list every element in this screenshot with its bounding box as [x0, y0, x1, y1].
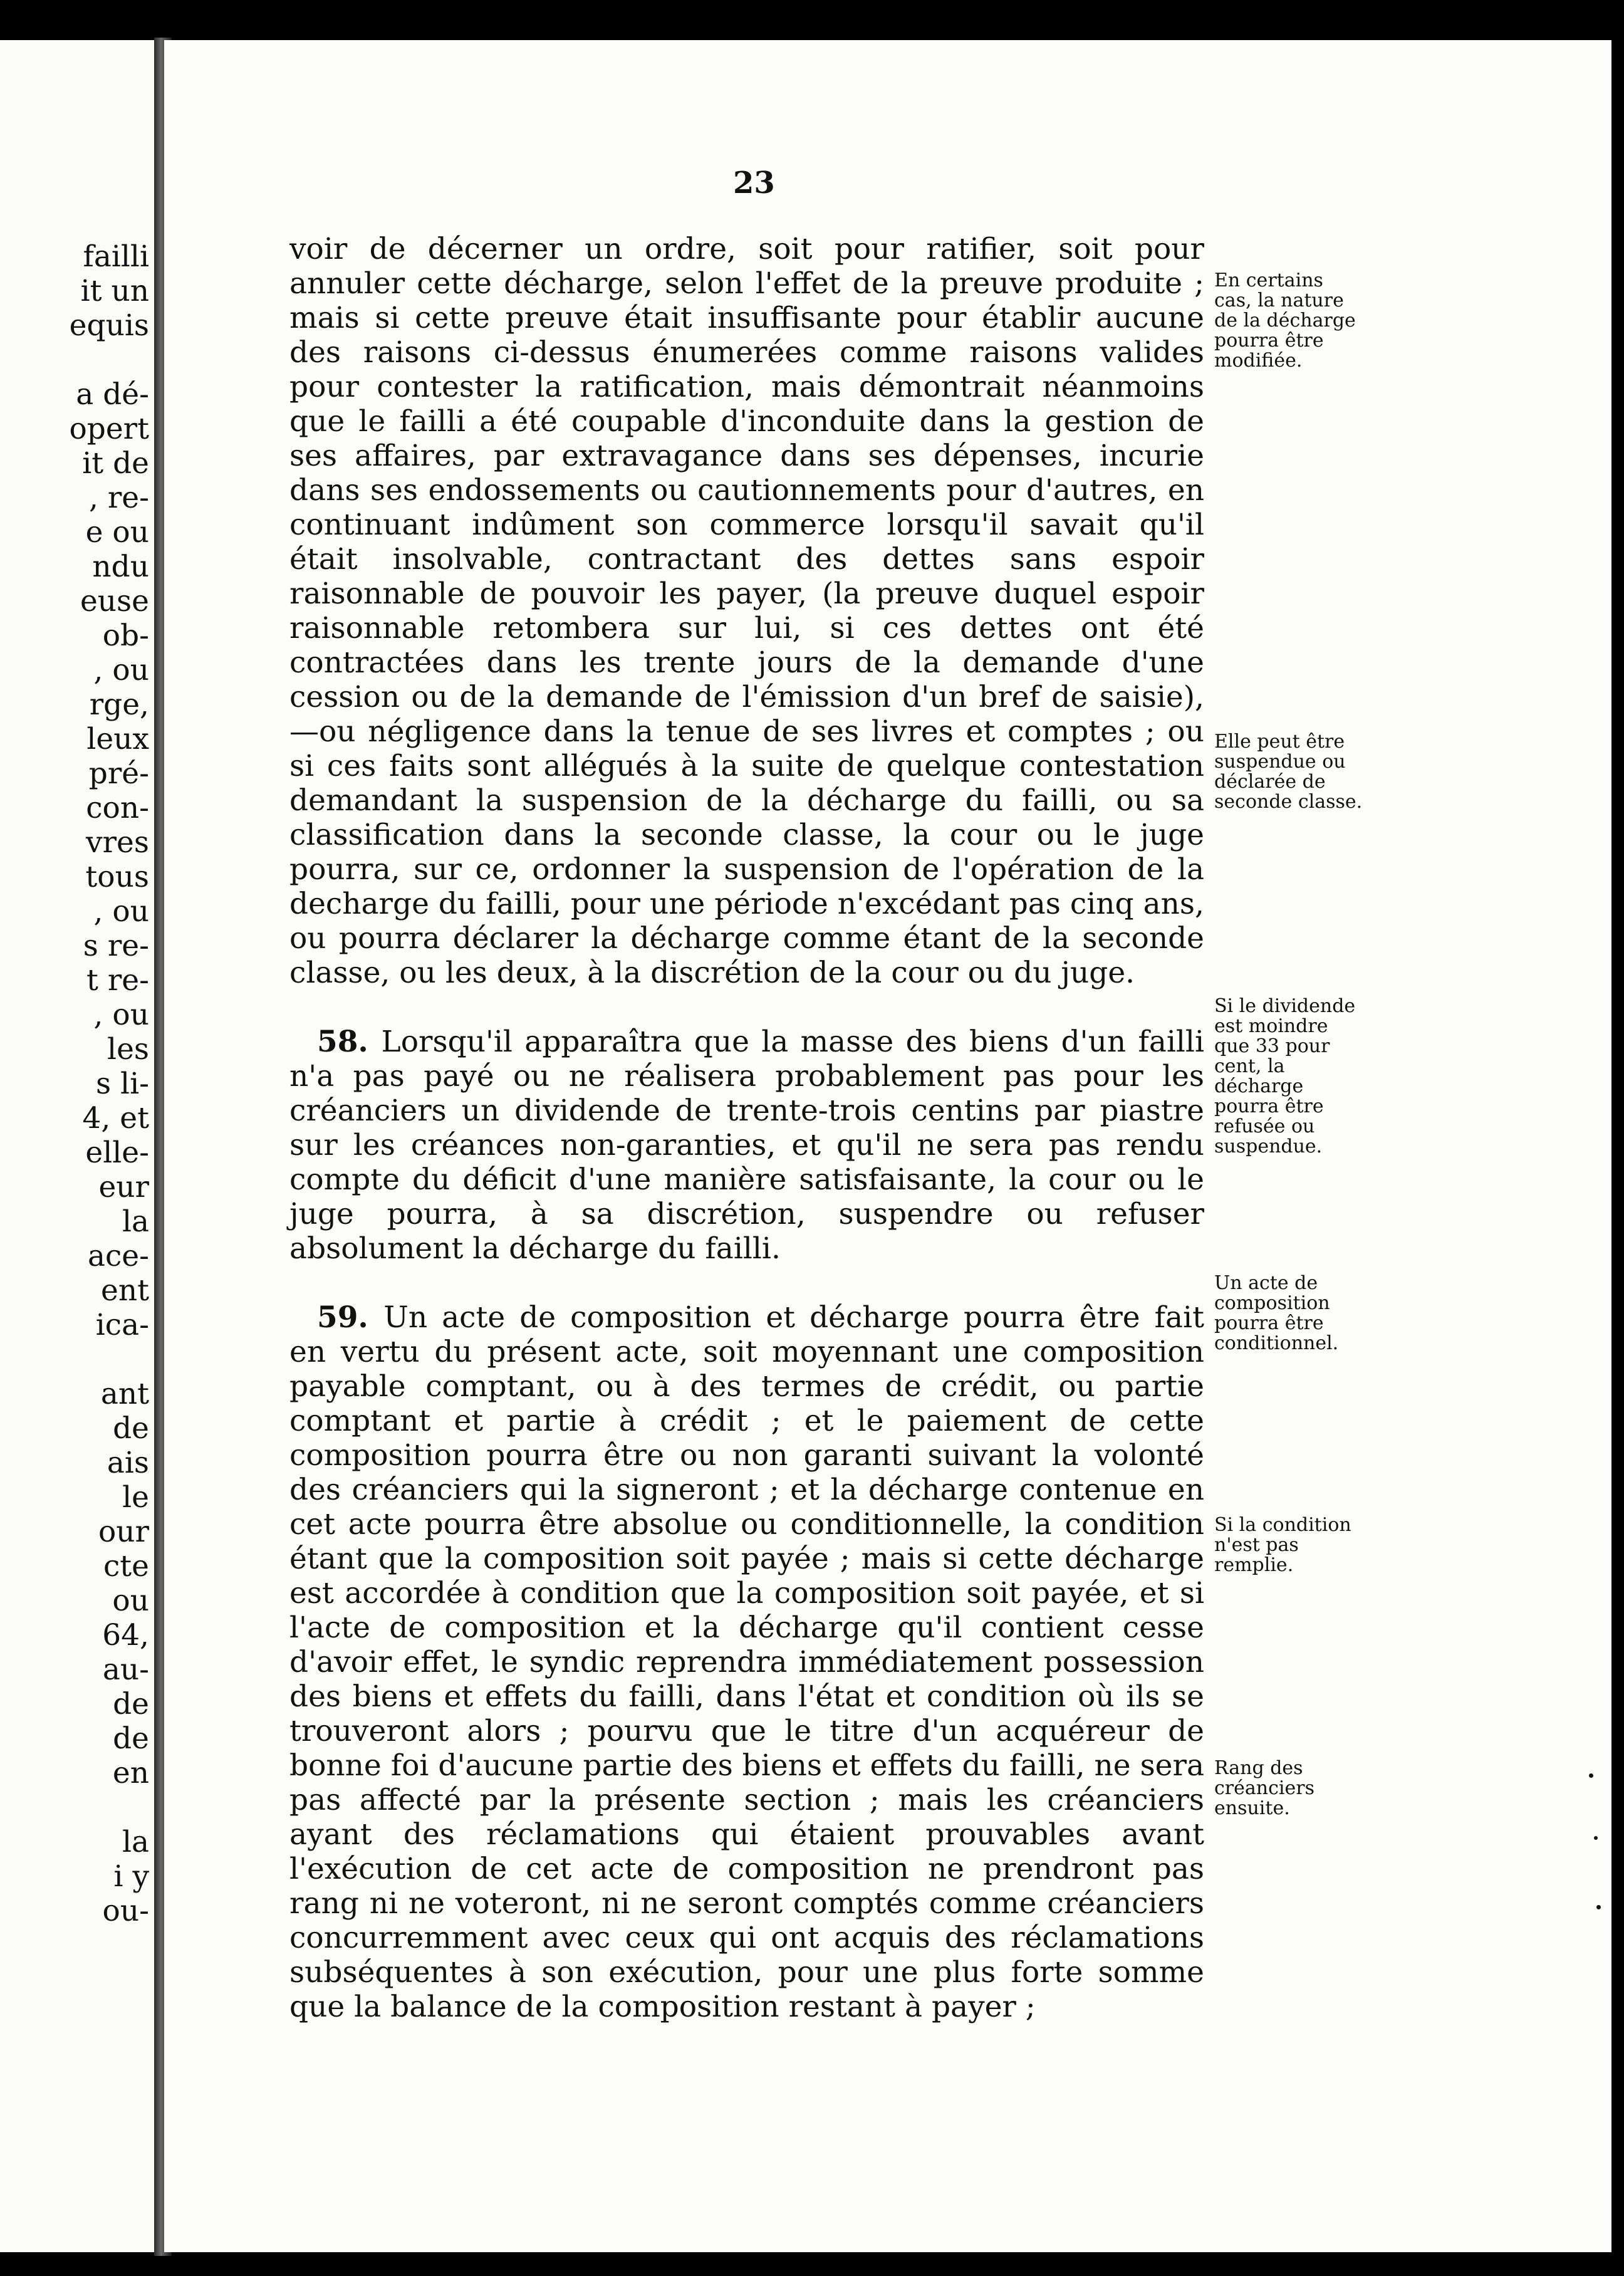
section-number: 58 — [317, 1025, 358, 1059]
marginal-note: Rang des créanciers ensuite. — [1214, 1757, 1314, 1819]
marginal-note: Elle peut être suspendue ou déclarée de seconde classe. — [1214, 731, 1363, 813]
scan-speck — [1589, 1773, 1593, 1778]
marginal-note: Si le dividende est moindre que 33 pour cent, la décharge pourra être refusée ou suspendue. — [1214, 995, 1356, 1157]
left-page — [0, 40, 158, 2252]
paragraph-continuation: voir de décerner un ordre, soit pour ratifier, soit pour annuler cette décharge, selon l'effet de la preuve produite ; mais si cette preuve était insuffisante pour établir aucune des raisons ci-dessus énumerées comme raisons valides pour contester la ratification, mais démontrait néanmoins que le failli a été coupable d'inconduite dans la gestion de ses affaires, par extravagance dans ses dépenses, incurie dans ses endossements ou cautionnements pour d'autres, en continuant indûment son commerce lorsqu'il savait qu'il était insolvable, contractant des dettes sans espoir raisonnable de pouvoir les payer, (la preuve duquel espoir raisonnable retombera sur lui, si ces dettes ont été contractées dans les trente jours de la demande d'une cession ou de la demande de l'émission d'un bref de saisie),—ou négligence dans la tenue de ses livres et comptes ; ou si ces faits sont allégués à la suite de quelque contestation demandant la suspension de la décharge du failli, ou sa classification dans la seconde classe, la cour ou le juge pourra, sur ce, ordonner la suspension de l'opération de la decharge du failli, pour une période n'excédant pas cinq ans, ou pourra déclarer la décharge comme étant de la seconde classe, ou les deux, à la discrétion de la cour ou du juge. — [289, 232, 1204, 990]
section-number: 59 — [317, 1300, 358, 1335]
body-text — [289, 232, 1204, 2024]
scan-speck — [1596, 1905, 1601, 1909]
marginal-note: Un acte de composition pourra être conditionnel. — [1214, 1272, 1339, 1354]
section-59: 59. Un acte de composition et décharge pourra être fait en vertu du présent acte, soit moyennant une composition payable comptant, ou à des termes de crédit, ou partie comptant et partie à crédit ; et le paiement de cette composition pourra être ou non garanti suivant la volonté des créanciers qui la signeront ; et la décharge contenue en cet acte pourra être absolue ou conditionnelle, la condition étant que la composition soit payée ; mais si cette décharge est accordée à condition que la composition soit payée, et si l'acte de composition et la décharge qu'il contient cesse d'avoir effet, le syndic reprendra immédiatement possession des biens et effets du failli, dans l'état et condition où ils se trouveront alors ; pourvu que le titre d'un acquéreur de bonne foi d'aucune partie des biens et effets du failli, ne sera pas affecté par la présente section ; mais les créanciers ayant des réclamations qui étaient prouvables avant l'exécution de cet acte de composition ne prendront pas rang ni ne voteront, ni ne seront comptés comme créanciers concurremment avec ceux qui ont acquis des réclamations subséquentes à son exécution, pour une plus forte somme que la balance de la composition restant à payer ; — [289, 1300, 1204, 2024]
scan-speck — [1594, 1836, 1598, 1840]
marginal-note: Si la condition n'est pas remplie. — [1214, 1514, 1351, 1576]
section-58: 58. Lorsqu'il apparaîtra que la masse des biens d'un failli n'a pas payé ou ne réalisera probablement pas pour les créanciers un dividende de trente-trois centins par piastre sur les créances non-garanties, et qu'il ne sera pas rendu compte du déficit d'une manière satisfaisante, la cour ou le juge pourra, à sa discrétion, suspendre ou refuser absolument la décharge du failli. — [289, 1025, 1204, 1266]
marginal-note: En certains cas, la nature de la décharge pourra être modifiée. — [1214, 269, 1356, 372]
page-number: 23 — [733, 165, 775, 201]
left-page-text: failli it un equis a dé- opert it de , re- e ou ndu euse ob- , ou rge, leux pré- con- vres tous , ou s re- t re- , ou les s li- 4, et elle- eur la ace- ent ica- ant de ais le our cte ou 64, au- de de en la i y ou- — [69, 239, 149, 1928]
